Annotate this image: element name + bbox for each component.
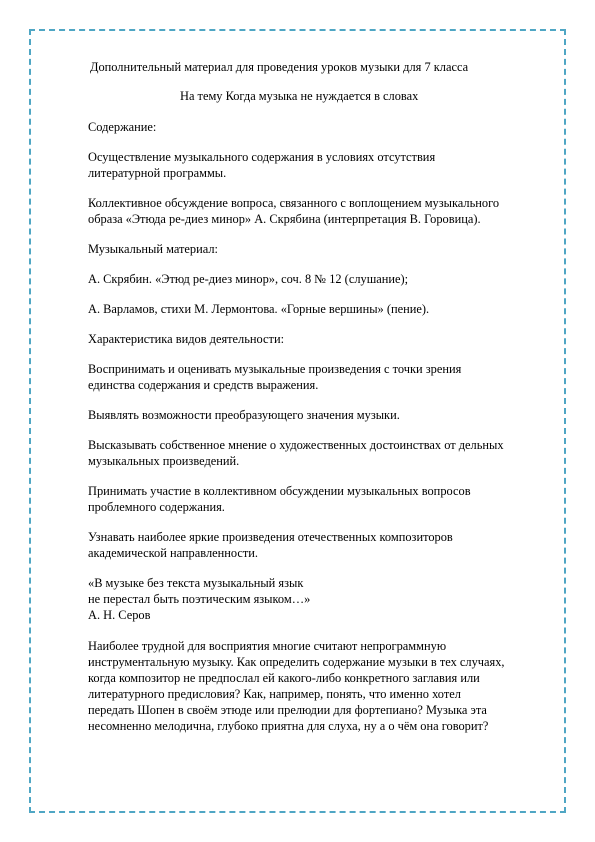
- document-subtitle: На тему Когда музыка не нуждается в словах: [180, 89, 419, 103]
- text-line: литературной программы.: [88, 166, 227, 180]
- paragraph: [88, 241, 548, 257]
- paragraph: [88, 195, 548, 227]
- paragraph: [88, 361, 548, 393]
- paragraph: [88, 437, 548, 469]
- text-line: единства содержания и средств выражения.: [88, 378, 319, 392]
- text-line: не перестал быть поэтическим языком…»: [88, 592, 311, 606]
- paragraph-list: [88, 119, 548, 561]
- text-line: передать Шопен в своём этюде или прелюдии для фортепиано? Музыка эта: [88, 703, 487, 717]
- text-line: Содержание:: [88, 120, 157, 134]
- text-line: А. Н. Серов: [88, 608, 151, 622]
- text-line: Узнавать наиболее яркие произведения отечественных композиторов: [88, 530, 453, 544]
- text-line: А. Варламов, стихи М. Лермонтова. «Горные вершины» (пение).: [88, 302, 430, 316]
- text-line: когда композитор не предпослал ей какого-либо конкретного заглавия или: [88, 671, 480, 685]
- text-line: инструментальную музыку. Как определить содержание музыки в тех случаях,: [88, 655, 505, 669]
- paragraph: [88, 119, 548, 135]
- text-line: Музыкальный материал:: [88, 242, 218, 256]
- text-line: проблемного содержания.: [88, 500, 225, 514]
- text-line: несомненно мелодична, глубоко приятна для слуха, ну а о чём она говорит?: [88, 719, 489, 733]
- paragraph: [88, 149, 548, 181]
- text-line: Коллективное обсуждение вопроса, связанного с воплощением музыкального: [88, 196, 500, 210]
- text-line: Выявлять возможности преобразующего значения музыки.: [88, 408, 400, 422]
- text-line: образа «Этюда ре-диез минор» А. Скрябина (интерпретация В. Горовица).: [88, 212, 481, 226]
- text-line: Осуществление музыкального содержания в условиях отсутствия: [88, 150, 436, 164]
- text-line: «В музыке без текста музыкальный язык: [88, 576, 304, 590]
- text-line: Высказывать собственное мнение о художественных достоинствах от дельных: [88, 438, 504, 452]
- text-line: Характеристика видов деятельности:: [88, 332, 285, 346]
- paragraph: [88, 271, 548, 287]
- text-line: Наиболее трудной для восприятия многие считают непрограммную: [88, 639, 447, 653]
- paragraph: [88, 483, 548, 515]
- text-line: музыкальных произведений.: [88, 454, 240, 468]
- paragraph: [88, 529, 548, 561]
- document-title: Дополнительный материал для проведения уроков музыки для 7 класса: [90, 60, 469, 74]
- final-paragraph: [88, 638, 548, 734]
- text-line: академической направленности.: [88, 546, 259, 560]
- paragraph: [88, 331, 548, 347]
- text-line: А. Скрябин. «Этюд ре-диез минор», соч. 8 № 12 (слушание);: [88, 272, 409, 286]
- paragraph: [88, 407, 548, 423]
- text-line: литературного предисловия? Как, например, понять, что именно хотел: [88, 687, 461, 701]
- paragraph: [88, 301, 548, 317]
- document-body: [88, 59, 548, 748]
- epigraph-quote: [88, 575, 548, 623]
- text-line: Принимать участие в коллективном обсуждении музыкальных вопросов: [88, 484, 471, 498]
- text-line: Воспринимать и оценивать музыкальные произведения с точки зрения: [88, 362, 462, 376]
